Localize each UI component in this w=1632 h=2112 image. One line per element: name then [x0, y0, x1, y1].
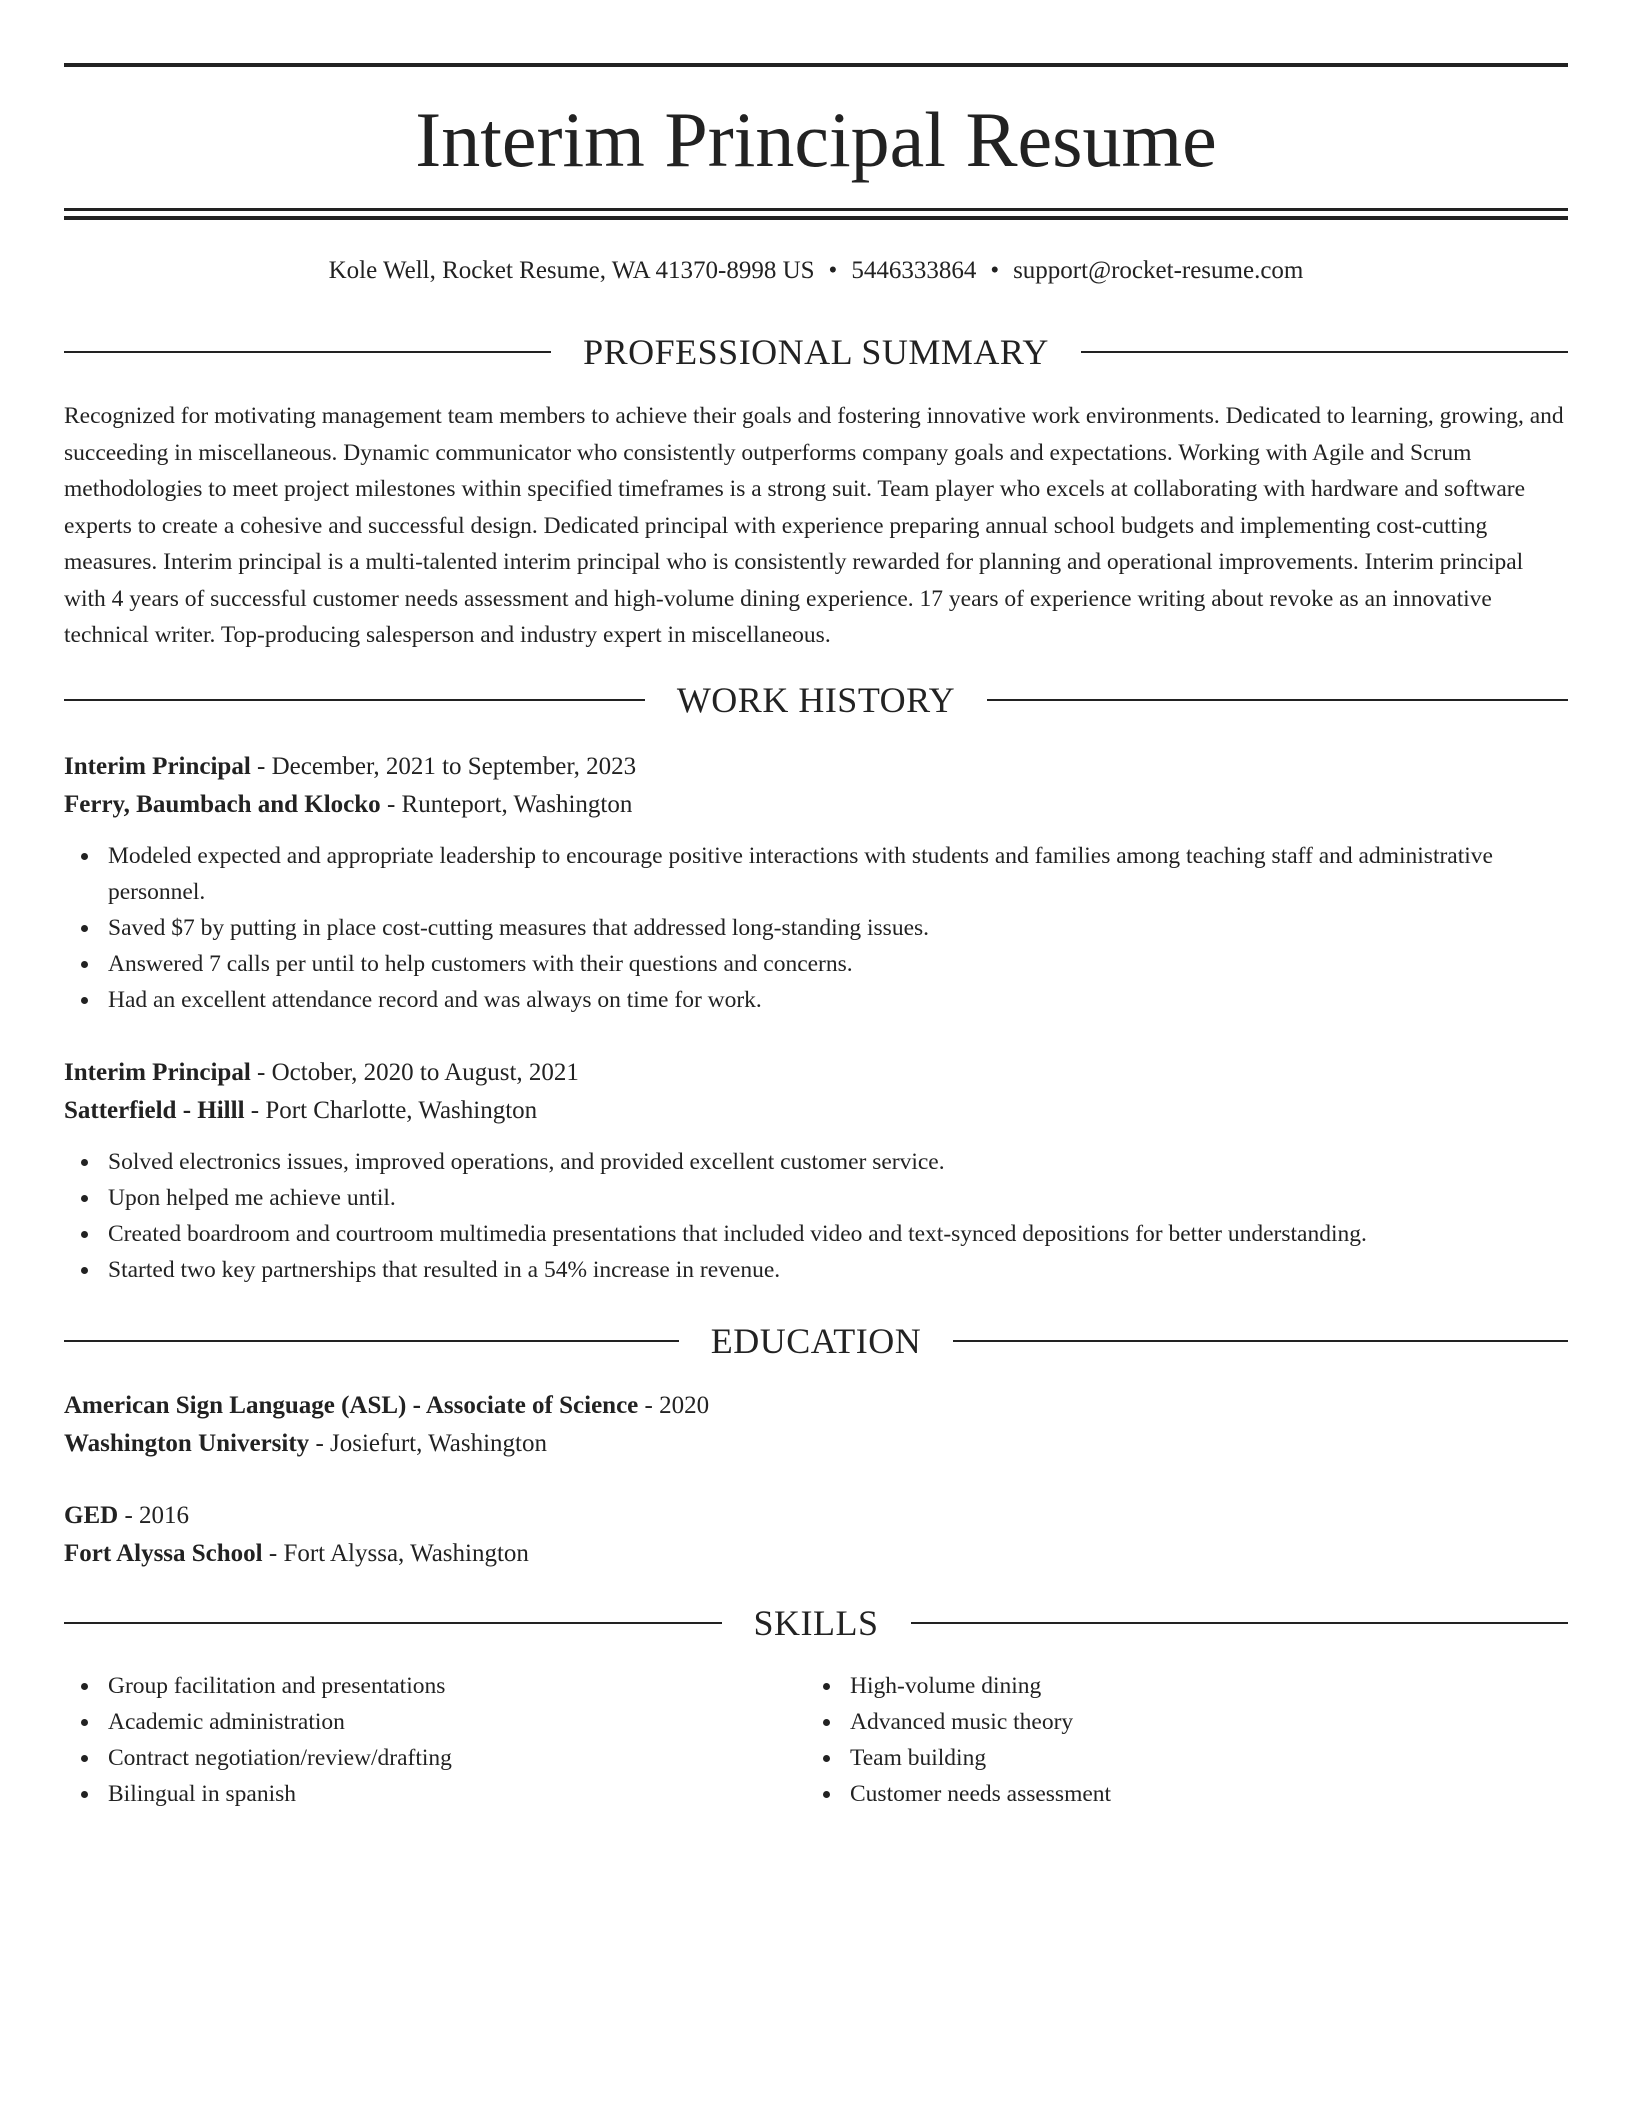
- job-bullet: Started two key partnerships that resulted in a 54% increase in revenue.: [108, 1252, 1568, 1288]
- section-rule-left: [64, 351, 551, 353]
- job-entry: [64, 1054, 1568, 1288]
- education-location: - Fort Alyssa, Washington: [262, 1540, 529, 1567]
- job-bullet: Upon helped me achieve until.: [108, 1180, 1568, 1216]
- contact-phone: 5446333864: [851, 257, 977, 284]
- job-bullet: Saved $7 by putting in place cost-cutting measures that addressed long-standing issues.: [108, 910, 1568, 946]
- contact-separator: •: [828, 257, 838, 284]
- job-role: Interim Principal: [64, 1059, 251, 1086]
- job-company: Satterfield - Hilll: [64, 1097, 245, 1124]
- job-dates: - October, 2020 to August, 2021: [250, 1059, 579, 1086]
- section-rule-right: [953, 1340, 1568, 1342]
- section-rule-left: [64, 699, 645, 701]
- contact-address: Kole Well, Rocket Resume, WA 41370-8998 US: [328, 257, 815, 284]
- education-year: - 2020: [638, 1392, 710, 1419]
- section-rule-left: [64, 1340, 679, 1342]
- job-bullet-list: [64, 1144, 1568, 1288]
- education-degree-line: [64, 1497, 1568, 1535]
- job-entry: [64, 748, 1568, 1018]
- section-title-education: EDUCATION: [710, 1321, 922, 1361]
- skill-item: Bilingual in spanish: [108, 1776, 764, 1812]
- resume-title: Interim Principal Resume: [415, 96, 1217, 183]
- summary-paragraph: Recognized for motivating management team members to achieve their goals and fostering innovative work environments. Dedicated to learning, growing, and succeeding in miscellaneous. Dynamic communicator who consistently outperforms company goals and expectations. Working with Agile and Scrum methodologies to meet project milestones within specified timeframes is a strong suit. Team player who excels at collaborating with hardware and software experts to create a cohesive and successful design. Dedicated principal with experience preparing annual school budgets and implementing cost-cutting measures. Interim principal is a multi-talented interim principal who is consistently rewarded for planning and operational improvements. Interim principal with 4 years of successful customer needs assessment and high-volume dining experience. 17 years of experience writing about revoke as an innovative technical writer. Top-producing salesperson and industry expert in miscellaneous.: [64, 403, 1564, 648]
- education-degree: American Sign Language (ASL) - Associate of Science: [64, 1392, 639, 1419]
- job-bullet: Created boardroom and courtroom multimedia presentations that included video and text-synced depositions for better understanding.: [108, 1216, 1568, 1252]
- skill-item: Team building: [850, 1740, 1506, 1776]
- job-bullet-list: [64, 838, 1568, 1018]
- education-entry: [64, 1497, 1568, 1573]
- job-location: - Port Charlotte, Washington: [244, 1097, 538, 1124]
- job-location: - Runteport, Washington: [380, 791, 633, 818]
- education-school-line: [64, 1535, 1568, 1573]
- skill-item: Contract negotiation/review/drafting: [108, 1740, 764, 1776]
- section-rule-right: [911, 1622, 1569, 1624]
- skill-item: Academic administration: [108, 1704, 764, 1740]
- section-title-skills: SKILLS: [753, 1603, 879, 1643]
- skill-item: High-volume dining: [850, 1668, 1506, 1704]
- section-header-summary: [64, 327, 1568, 377]
- section-title-summary: PROFESSIONAL SUMMARY: [583, 332, 1049, 372]
- job-company-line: [64, 1092, 1568, 1130]
- skill-item: Customer needs assessment: [850, 1776, 1506, 1812]
- education-school: Washington University: [64, 1430, 310, 1457]
- section-header-education: [64, 1316, 1568, 1366]
- education-location: - Josiefurt, Washington: [309, 1430, 547, 1457]
- job-bullet: Answered 7 calls per until to help customers with their questions and concerns.: [108, 946, 1568, 982]
- section-rule-right: [987, 699, 1568, 701]
- skills-list: [806, 1668, 1506, 1812]
- section-title-work: WORK HISTORY: [676, 680, 956, 720]
- skill-item: Group facilitation and presentations: [108, 1668, 764, 1704]
- contact-line: [64, 252, 1568, 290]
- job-role: Interim Principal: [64, 753, 251, 780]
- job-company-line: [64, 786, 1568, 824]
- skills-column-left: [64, 1668, 764, 1812]
- skills-list: [64, 1668, 764, 1812]
- education-school: Fort Alyssa School: [64, 1540, 263, 1567]
- job-bullet: Modeled expected and appropriate leadership to encourage positive interactions with students and families among teaching staff and administrative personnel.: [108, 838, 1568, 910]
- section-header-work: [64, 675, 1568, 725]
- job-company: Ferry, Baumbach and Klocko: [64, 791, 381, 818]
- section-header-skills: [64, 1598, 1568, 1648]
- skill-item: Advanced music theory: [850, 1704, 1506, 1740]
- job-bullet: Had an excellent attendance record and was always on time for work.: [108, 982, 1568, 1018]
- education-entry: [64, 1387, 1568, 1463]
- top-rule: [64, 63, 1568, 67]
- title-rule-upper: [64, 208, 1568, 211]
- title-rule-lower: [64, 216, 1568, 220]
- section-rule-right: [1081, 351, 1568, 353]
- section-rule-left: [64, 1622, 722, 1624]
- job-title-line: [64, 1054, 1568, 1092]
- education-year: - 2016: [118, 1502, 190, 1529]
- job-title-line: [64, 748, 1568, 786]
- job-bullet: Solved electronics issues, improved operations, and provided excellent customer service.: [108, 1144, 1568, 1180]
- education-degree-line: [64, 1387, 1568, 1425]
- skills-column-right: [806, 1668, 1506, 1812]
- contact-separator: •: [990, 257, 1000, 284]
- education-school-line: [64, 1425, 1568, 1463]
- contact-email: support@rocket-resume.com: [1013, 257, 1304, 284]
- job-dates: - December, 2021 to September, 2023: [250, 753, 637, 780]
- education-degree: GED: [64, 1502, 119, 1529]
